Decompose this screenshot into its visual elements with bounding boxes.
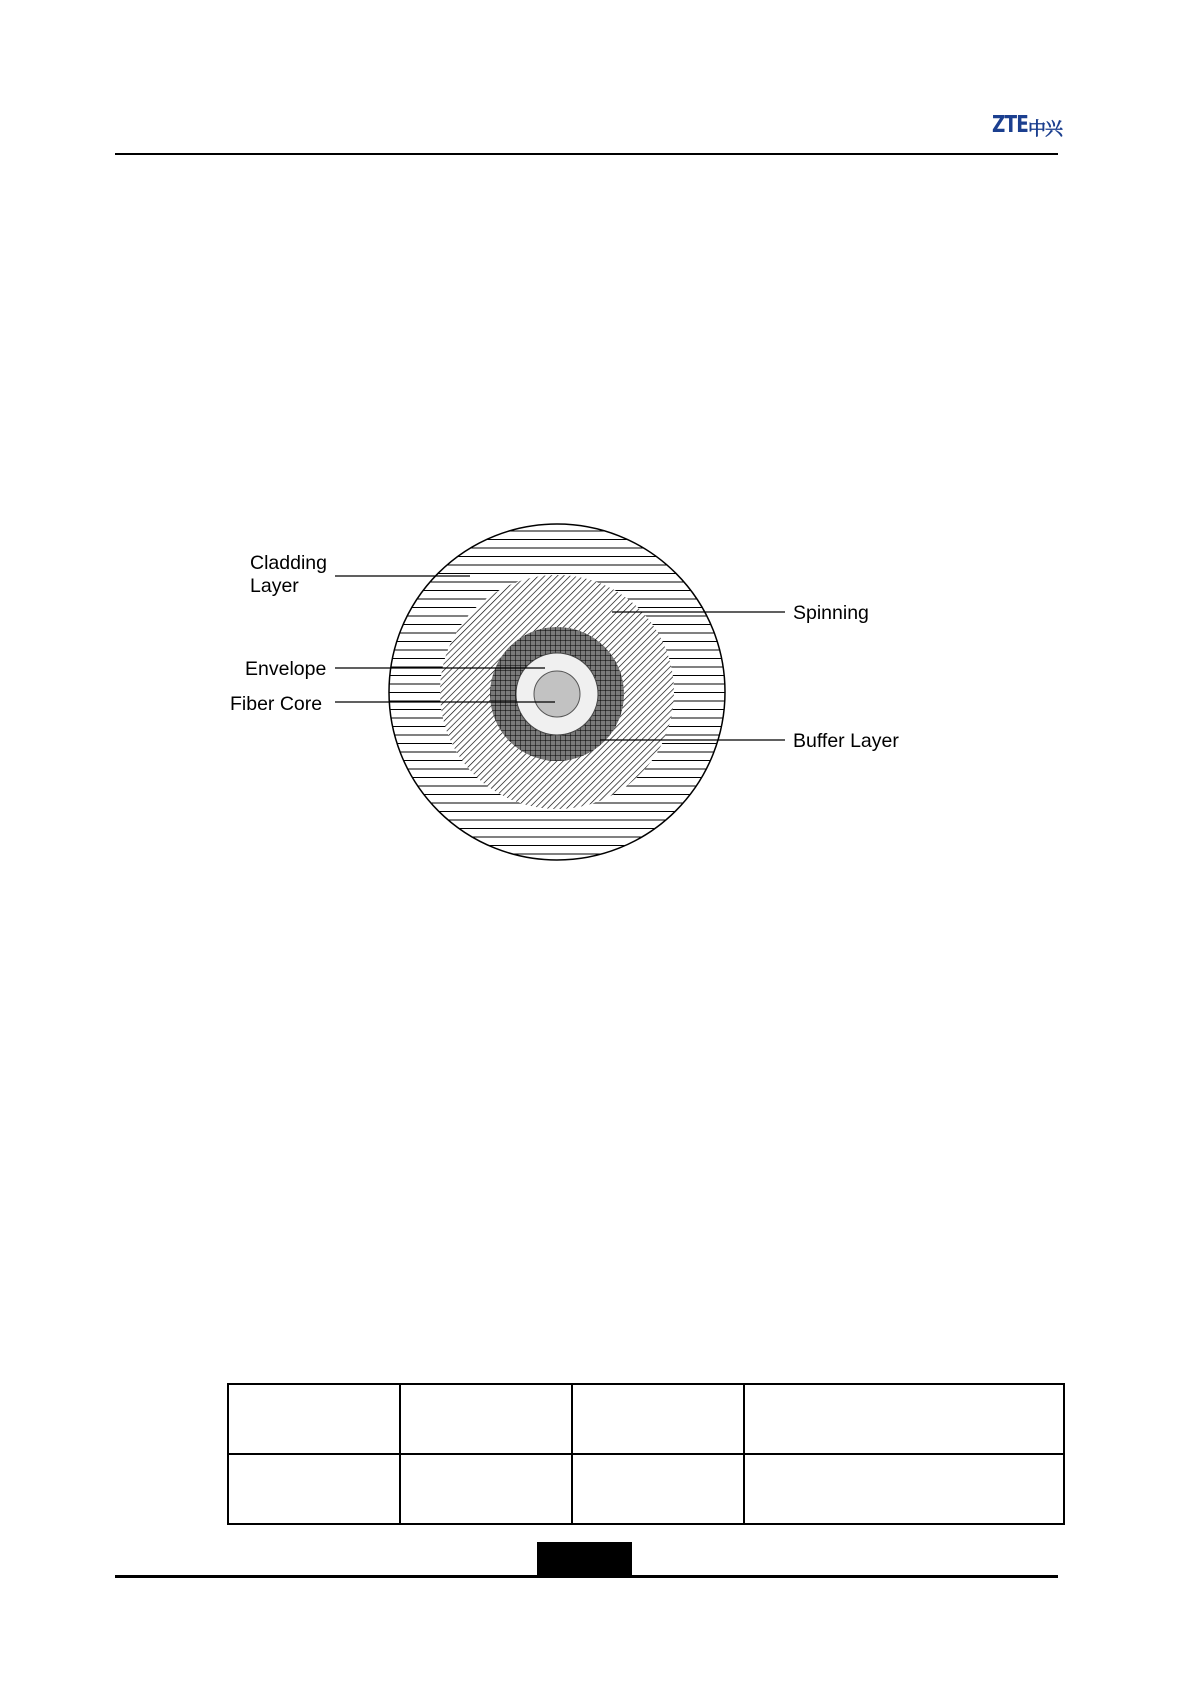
table-row bbox=[228, 1384, 1064, 1454]
page-number-box bbox=[537, 1542, 632, 1576]
label-spinning: Spinning bbox=[793, 602, 869, 624]
table-cell bbox=[572, 1384, 744, 1454]
table-cell bbox=[744, 1454, 1064, 1524]
table-cell bbox=[400, 1384, 572, 1454]
label-cladding-line1: Cladding bbox=[250, 552, 327, 574]
label-envelope: Envelope bbox=[245, 658, 327, 680]
table-cell bbox=[400, 1454, 572, 1524]
table-cell bbox=[572, 1454, 744, 1524]
table-row bbox=[228, 1454, 1064, 1524]
table-cell bbox=[228, 1454, 400, 1524]
fiber-core-circle bbox=[534, 671, 580, 717]
table-cell bbox=[744, 1384, 1064, 1454]
label-cladding-line2: Layer bbox=[250, 575, 299, 597]
footer-rule bbox=[115, 1575, 1058, 1578]
logo-chinese-text: 中兴 bbox=[1028, 119, 1062, 140]
label-fiber-core: Fiber Core bbox=[230, 693, 323, 715]
table-cell bbox=[228, 1384, 400, 1454]
label-buffer-layer: Buffer Layer bbox=[793, 730, 899, 752]
spec-table bbox=[227, 1383, 1065, 1525]
logo-text: ZTE bbox=[992, 112, 1029, 138]
